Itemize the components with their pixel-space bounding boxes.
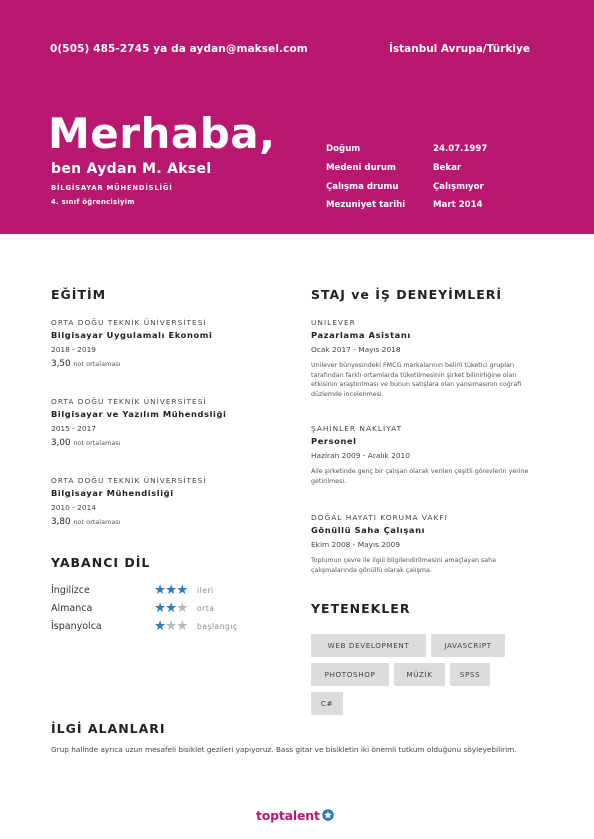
skill-tag: JAVASCRIPT: [431, 634, 505, 657]
school-name: ORTA DOĞU TEKNİK ÜNİVERSİTESİ: [51, 397, 207, 406]
star-filled-icon: ★: [154, 600, 166, 616]
experience-item: [311, 513, 541, 575]
job-description: Unilever bünyesindeki FMCG markalarının belirli tüketici grupları tarafından farklı ortamlarda tüketilmesinin şirket bilinirliğine olan etkisinin araştırılması ve bunun satışlara olan yansımasının coğrafi düzlemde incelenmesi.: [311, 362, 522, 398]
language-name: İngilizce: [51, 584, 90, 596]
language-level: ileri: [197, 585, 214, 595]
program-name: Bilgisayar Mühendisliği: [51, 488, 174, 498]
job-period: Ekim 2008 - Mayıs 2009: [311, 540, 401, 549]
info-row: [326, 196, 487, 215]
location: İstanbul Avrupa/Türkiye: [388, 43, 530, 55]
star-empty-icon: ★: [176, 618, 188, 634]
language-name: Almanca: [51, 602, 93, 614]
program-name: Bilgisayar ve Yazılım Mühendsliği: [51, 409, 227, 419]
info-row: [326, 159, 487, 178]
language-row: [51, 582, 271, 598]
header-banner: [0, 0, 594, 234]
department: BİLGİSAYAR MÜHENDİSLİĞİ: [51, 184, 173, 192]
company-name: UNILEVER: [311, 318, 356, 327]
gpa-note: not ortalaması: [73, 439, 121, 447]
language-name: İspanyolca: [51, 620, 102, 632]
star-filled-icon: ★: [154, 618, 166, 634]
job-role: Pazarlama Asistanı: [311, 330, 411, 340]
info-row: [326, 140, 487, 159]
company-name: ŞAHİNLER NAKLİYAT: [311, 424, 403, 433]
education-years: 2010 - 2014: [51, 503, 96, 512]
program-name: Bilgisayar Uygulamalı Ekonomi: [51, 330, 213, 340]
info-value: Bekar: [433, 163, 462, 174]
skill-tag: C#: [311, 692, 343, 715]
education-years: 2015 - 2017: [51, 424, 96, 433]
gpa: [51, 438, 281, 448]
job-role: Gönüllü Saha Çalışanı: [311, 525, 426, 535]
info-label: Mezuniyet tarihi: [326, 200, 406, 211]
experience-item: [311, 318, 541, 399]
rating-stars: [154, 619, 194, 633]
star-filled-icon: ★: [165, 600, 177, 616]
star-empty-icon: ★: [176, 600, 188, 616]
rating-stars: [154, 601, 194, 615]
gpa: [51, 517, 281, 527]
footer-logo[interactable]: [256, 806, 334, 825]
skill-tag: WEB DEVELOPMENT: [311, 634, 426, 657]
education-years: 2018 - 2019: [51, 345, 96, 354]
info-label: Medeni durum: [326, 163, 396, 174]
info-label: Çalışma drumu: [326, 181, 399, 192]
rating-stars: [154, 583, 194, 597]
skill-tag: PHOTOSHOP: [311, 663, 389, 686]
job-description: Toplumun çevre ile ilgili bilgilendirilmesini amaçlayan saha çalışmalarında gönüllü olarak çalışma.: [311, 557, 496, 574]
gpa-value: 3,00: [51, 438, 71, 448]
star-filled-icon: ★: [154, 582, 166, 598]
school-name: ORTA DOĞU TEKNİK ÜNİVERSİTESİ: [51, 476, 207, 485]
contact-info: 0(505) 485-2745 ya da aydan@maksel.com: [50, 43, 308, 55]
hobbies-title: İLGİ ALANLARI: [51, 721, 166, 736]
info-value: Çalışmıyor: [433, 181, 484, 192]
gpa-note: not ortalaması: [73, 518, 121, 526]
language-level: başlangıç: [197, 621, 238, 631]
gpa: [51, 359, 281, 369]
greeting: Merhaba,: [48, 109, 276, 158]
student-status: 4. sınıf öğrencisiyim: [51, 198, 135, 206]
full-name: ben Aydan M. Aksel: [51, 161, 212, 177]
personal-info: [326, 140, 487, 215]
education-item: [51, 318, 281, 369]
info-value: Mart 2014: [433, 200, 483, 211]
job-period: Haziran 2009 - Aralık 2010: [311, 451, 410, 460]
education-item: [51, 476, 281, 527]
info-value: 24.07.1997: [433, 144, 488, 155]
language-level: orta: [197, 603, 215, 613]
experience-item: [311, 424, 541, 486]
school-name: ORTA DOĞU TEKNİK ÜNİVERSİTESİ: [51, 318, 207, 327]
job-role: Personel: [311, 436, 357, 446]
job-description: Aile şirketinde genç bir çalışan olarak verilen çeşitli görevlerin yerine getirilmesi.: [311, 468, 529, 485]
languages-title: YABANCI DİL: [51, 555, 151, 570]
star-filled-icon: ★: [176, 582, 188, 598]
gpa-note: not ortalaması: [73, 360, 121, 368]
info-label: Doğum: [326, 144, 361, 155]
education-item: [51, 397, 281, 448]
job-period: Ocak 2017 - Mayıs 2018: [311, 345, 401, 354]
logo-text: toptalent: [256, 808, 320, 823]
gpa-value: 3,50: [51, 359, 71, 369]
education-title: EĞİTİM: [51, 287, 107, 302]
gpa-value: 3,80: [51, 517, 71, 527]
language-row: [51, 600, 271, 616]
experience-title: STAJ ve İŞ DENEYİMLERİ: [311, 287, 503, 302]
star-badge-icon: [322, 806, 334, 825]
star-filled-icon: ★: [165, 582, 177, 598]
company-name: DOĞAL HAYATI KORUMA VAKFI: [311, 513, 448, 522]
language-row: [51, 618, 271, 634]
star-empty-icon: ★: [165, 618, 177, 634]
info-row: [326, 177, 487, 196]
skill-tag: MÜZİK: [394, 663, 445, 686]
skills-title: YETENEKLER: [311, 601, 411, 616]
skill-tag: SPSS: [450, 663, 490, 686]
hobbies-text: Grup halinde ayrıca uzun mesafeli bisiklet gezileri yapıyoruz. Bass gitar ve bisikletin iki önemli tutkum olduğunu söyleyebilirim.: [51, 745, 517, 754]
